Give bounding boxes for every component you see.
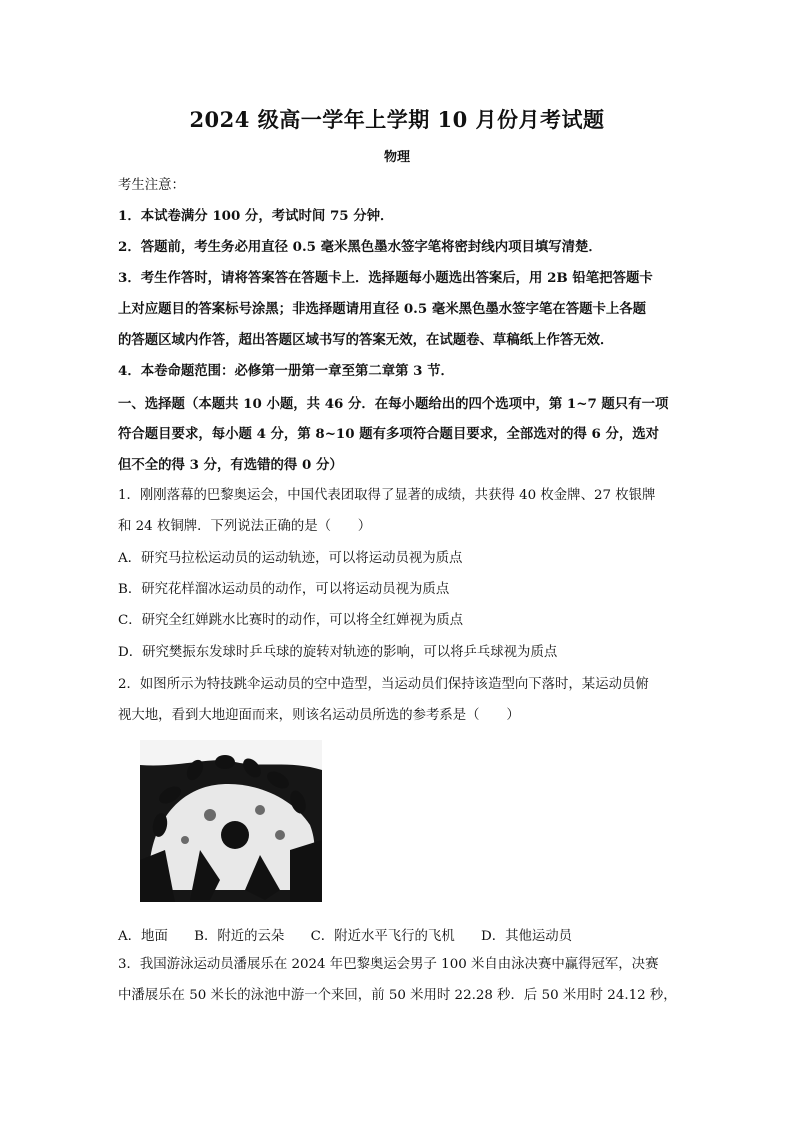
- skydivers-formation-image: [140, 740, 322, 902]
- section1-line-2: 符合题目要求，每小题 4 分，第 8~10 题有多项符合题目要求，全部选对的得 6 分，选对: [118, 426, 660, 442]
- skydivers-photo: [140, 740, 322, 902]
- q1-option-d: D．研究樊振东发球时乒乓球的旋转对轨迹的影响，可以将乒乓球视为质点: [118, 645, 558, 660]
- notice-item-4: 4．本卷命题范围：必修第一册第一章至第二章第 3 节．: [118, 363, 454, 379]
- q1-option-b: B．研究花样溜冰运动员的动作，可以将运动员视为质点: [118, 582, 450, 597]
- section1-line-3: 但不全的得 3 分，有选错的得 0 分）: [118, 457, 343, 473]
- q2-option-b: B．附近的云朵: [194, 929, 285, 944]
- notice-item-3: 3．考生作答时，请将答案答在答题卡上．选择题每小题选出答案后，用 2B 铅笔把答题卡: [118, 270, 653, 286]
- q1-stem-2: 和 24 枚铜牌．下列说法正确的是（ ）: [118, 519, 372, 534]
- q2-stem-2: 视大地，看到大地迎面而来，则该名运动员所选的参考系是（ ）: [118, 708, 520, 723]
- notice-item-3-cont-1: 上对应题目的答案标号涂黑；非选择题请用直径 0.5 毫米黑色墨水签字笔在答题卡上各题: [118, 301, 647, 317]
- q1-option-c: C．研究全红婵跳水比赛时的动作，可以将全红婵视为质点: [118, 613, 464, 628]
- notice-item-1: 1．本试卷满分 100 分，考试时间 75 分钟．: [118, 208, 394, 224]
- q1-stem-1: 1．刚刚落幕的巴黎奥运会，中国代表团取得了显著的成绩，共获得 40 枚金牌、27 枚银牌: [118, 488, 656, 503]
- q3-stem-1: 3．我国游泳运动员潘展乐在 2024 年巴黎奥运会男子 100 米自由泳决赛中赢得冠军，决赛: [118, 957, 659, 972]
- q2-option-c: C．附近水平飞行的飞机: [310, 929, 455, 944]
- notice-heading: 考生注意：: [118, 178, 185, 193]
- q2-stem-1: 2．如图所示为特技跳伞运动员的空中造型，当运动员们保持该造型向下落时，某运动员俯: [118, 677, 649, 692]
- exam-title: 2024 级高一学年上学期 10 月份月考试题: [189, 107, 605, 132]
- exam-subject: 物理: [383, 150, 410, 165]
- q3-stem-2: 中潘展乐在 50 米长的泳池中游一个来回，前 50 米用时 22.28 秒．后 50 米用时 24.12 秒，: [118, 988, 677, 1003]
- notice-item-3-cont-2: 的答题区域内作答，超出答题区域书写的答案无效，在试题卷、草稿纸上作答无效．: [118, 332, 614, 348]
- q1-option-a: A．研究马拉松运动员的运动轨迹，可以将运动员视为质点: [118, 551, 463, 566]
- section1-line-1: 一、选择题（本题共 10 小题，共 46 分．在每小题给出的四个选项中，第 1~7 题只有一项: [118, 396, 669, 412]
- q2-option-a: A．地面: [118, 929, 168, 944]
- q2-options: [118, 925, 594, 944]
- notice-item-2: 2．答题前，考生务必用直径 0.5 毫米黑色墨水签字笔将密封线内项目填写清楚．: [118, 239, 602, 255]
- q2-option-d: D．其他运动员: [480, 929, 573, 944]
